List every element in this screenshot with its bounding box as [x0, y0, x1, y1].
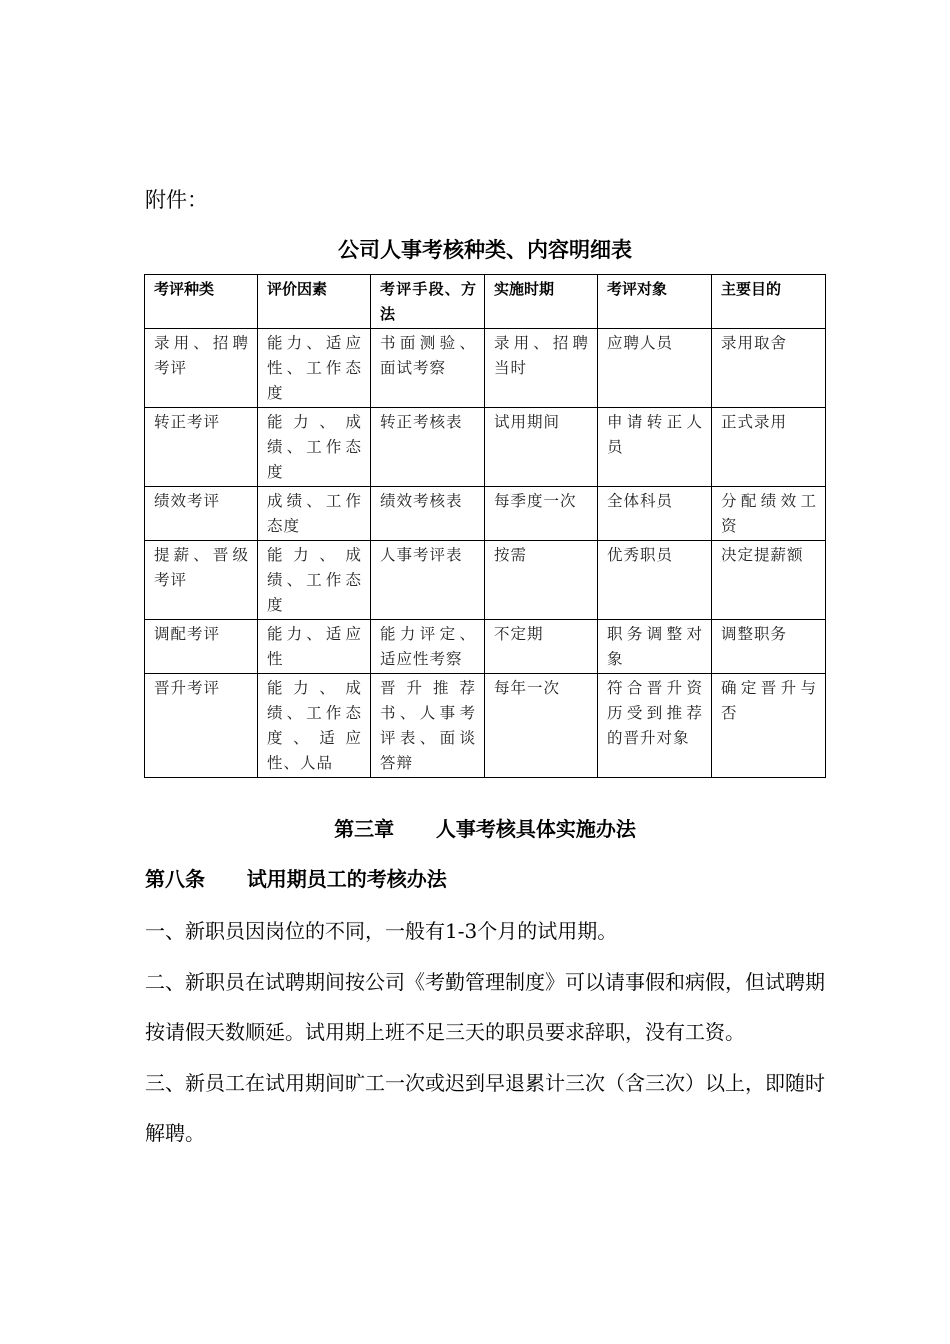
table-cell: 晋升考评: [145, 674, 258, 778]
table-row: [145, 541, 826, 620]
header-assessment-type: 考评种类: [145, 275, 258, 329]
table-cell: 提薪、晋级考评: [145, 541, 258, 620]
table-cell: 录用取舍: [712, 329, 826, 408]
header-assessment-method: 考评手段、方法: [371, 275, 485, 329]
table-cell: 能力、适应性: [258, 620, 371, 674]
paragraph: 一、新职员因岗位的不同，一般有1-3个月的试用期。: [145, 919, 618, 943]
table-cell: 能力、成绩、工作态度、适应性、人品: [258, 674, 371, 778]
table-cell: 能力评定、适应性考察: [371, 620, 485, 674]
table-header-row: [145, 275, 826, 329]
table-cell: 书面测验、面试考察: [371, 329, 485, 408]
paragraph: 三、新员工在试用期间旷工一次或迟到早退累计三次（含三次）以上，即随时解聘。: [145, 1070, 825, 1145]
table-cell: 录用、招聘当时: [485, 329, 598, 408]
table-cell: 能力、成绩、工作态度: [258, 408, 371, 487]
table-cell: 确定晋升与否: [712, 674, 826, 778]
paragraph: 二、新职员在试聘期间按公司《考勤管理制度》可以请事假和病假，但试聘期按请假天数顺延。试用期上班不足三天的职员要求辞职，没有工资。: [145, 969, 825, 1044]
table-cell: 转正考评: [145, 408, 258, 487]
table-cell: 调配考评: [145, 620, 258, 674]
table-cell: 能力、适应性、工作态度: [258, 329, 371, 408]
table-row: [145, 674, 826, 778]
table-cell: 分配绩效工资: [712, 487, 826, 541]
table-cell: 决定提薪额: [712, 541, 826, 620]
table-title: 公司人事考核种类、内容明细表: [338, 238, 632, 262]
header-implementation-period: 实施时期: [485, 275, 598, 329]
table-cell: 符合晋升资历受到推荐的晋升对象: [598, 674, 712, 778]
table-cell: 录用、招聘考评: [145, 329, 258, 408]
table-cell: 成绩、工作态度: [258, 487, 371, 541]
header-evaluation-factors: 评价因素: [258, 275, 371, 329]
table-cell: 能力、成绩、工作态度: [258, 541, 371, 620]
table-cell: 每年一次: [485, 674, 598, 778]
article-title: 第八条 试用期员工的考核办法: [145, 867, 447, 891]
chapter-title: 第三章 人事考核具体实施办法: [334, 817, 636, 841]
header-assessment-target: 考评对象: [598, 275, 712, 329]
table-cell: 绩效考评: [145, 487, 258, 541]
table-cell: 全体科员: [598, 487, 712, 541]
table-cell: 人事考评表: [371, 541, 485, 620]
article-body: [145, 906, 835, 1159]
table-row: [145, 408, 826, 487]
table-row: [145, 329, 826, 408]
table-cell: 试用期间: [485, 408, 598, 487]
table-cell: 绩效考核表: [371, 487, 485, 541]
table-cell: 晋升推荐书、人事考评表、面谈答辩: [371, 674, 485, 778]
table-row: [145, 487, 826, 541]
table-row: [145, 620, 826, 674]
table-cell: 不定期: [485, 620, 598, 674]
attachment-label: 附件：: [145, 188, 208, 212]
table-cell: 职务调整对象: [598, 620, 712, 674]
table-cell: 申请转正人员: [598, 408, 712, 487]
assessment-detail-table: [144, 274, 826, 778]
table-cell: 按需: [485, 541, 598, 620]
table-cell: 转正考核表: [371, 408, 485, 487]
table-cell: 应聘人员: [598, 329, 712, 408]
header-main-purpose: 主要目的: [712, 275, 826, 329]
table-cell: 正式录用: [712, 408, 826, 487]
table-cell: 优秀职员: [598, 541, 712, 620]
table-cell: 每季度一次: [485, 487, 598, 541]
table-cell: 调整职务: [712, 620, 826, 674]
